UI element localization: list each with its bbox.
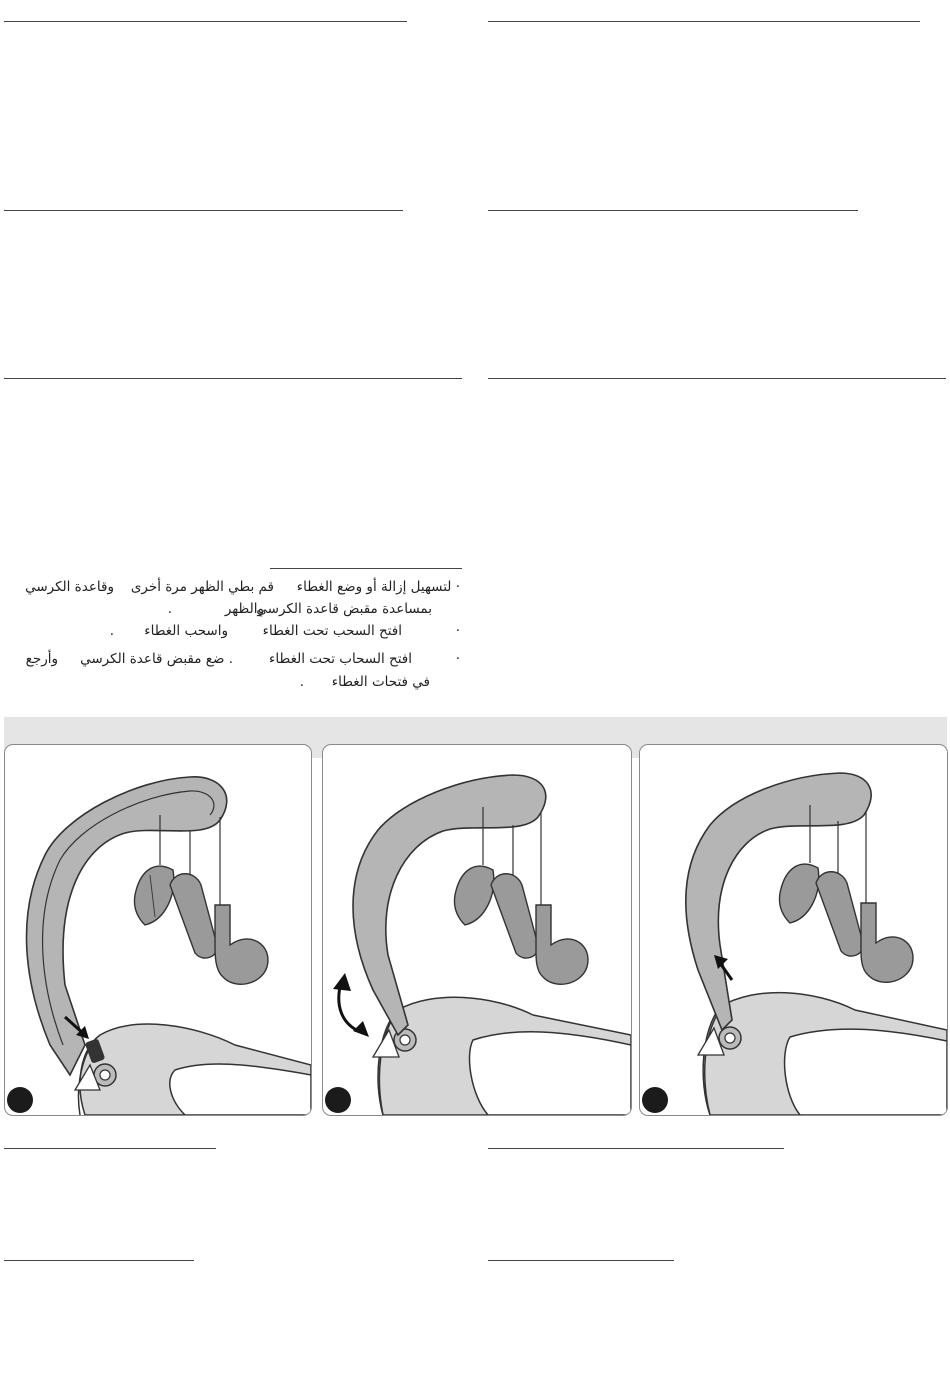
instr-1f: .: [167, 601, 172, 617]
instr-3a: ·: [455, 651, 460, 667]
instr-3d: وأرجع: [25, 651, 58, 667]
figure-2-illustration: [323, 745, 631, 1115]
instr-3e: في فتحات الغطاء: [331, 674, 430, 690]
figure-1-illustration: [5, 745, 311, 1115]
instr-1b: قم بطي الظهر مرة أخرى: [130, 579, 274, 595]
instr-1a: · لتسهيل إزالة أو وضع الغطاء: [296, 579, 460, 595]
instr-2d: .: [109, 623, 114, 639]
rule-top-left: [4, 21, 407, 22]
rule-bottom2-right: [488, 1260, 674, 1261]
figure-panel-2: [322, 744, 632, 1116]
rule-bottom1-right: [488, 1148, 784, 1149]
rule-row2-right: [488, 210, 858, 211]
figure-panel-3: [639, 744, 948, 1116]
instr-1d: بمساعدة مقبض قاعدة الكرسي: [256, 601, 432, 617]
instr-1c: وقاعدة الكرسي: [25, 579, 114, 595]
instr-3f: .: [299, 674, 304, 690]
instr-3b: افتح السحاب تحت الغطاء: [269, 651, 412, 667]
instr-2c: واسحب الغطاء: [144, 623, 228, 639]
instr-2a: ·: [455, 623, 460, 639]
step-marker-1: [7, 1087, 33, 1113]
rule-bottom2-left: [4, 1260, 194, 1261]
step-marker-2: [325, 1087, 351, 1113]
step-marker-3: [642, 1087, 668, 1113]
instr-2b: افتح السحب تحت الغطاء: [262, 623, 402, 639]
rule-row3-right: [488, 378, 946, 379]
rule-bottom1-left: [4, 1148, 216, 1149]
rule-instructions: [270, 568, 462, 569]
figure-panel-1: [4, 744, 312, 1116]
instr-3c: . ضع مقبض قاعدة الكرسي: [80, 651, 233, 667]
instr-1e: والظهر: [224, 601, 264, 617]
figure-3-illustration: [640, 745, 947, 1115]
rule-row2-left: [4, 210, 403, 211]
rule-top-right: [488, 21, 920, 22]
rule-row3-left: [4, 378, 462, 379]
